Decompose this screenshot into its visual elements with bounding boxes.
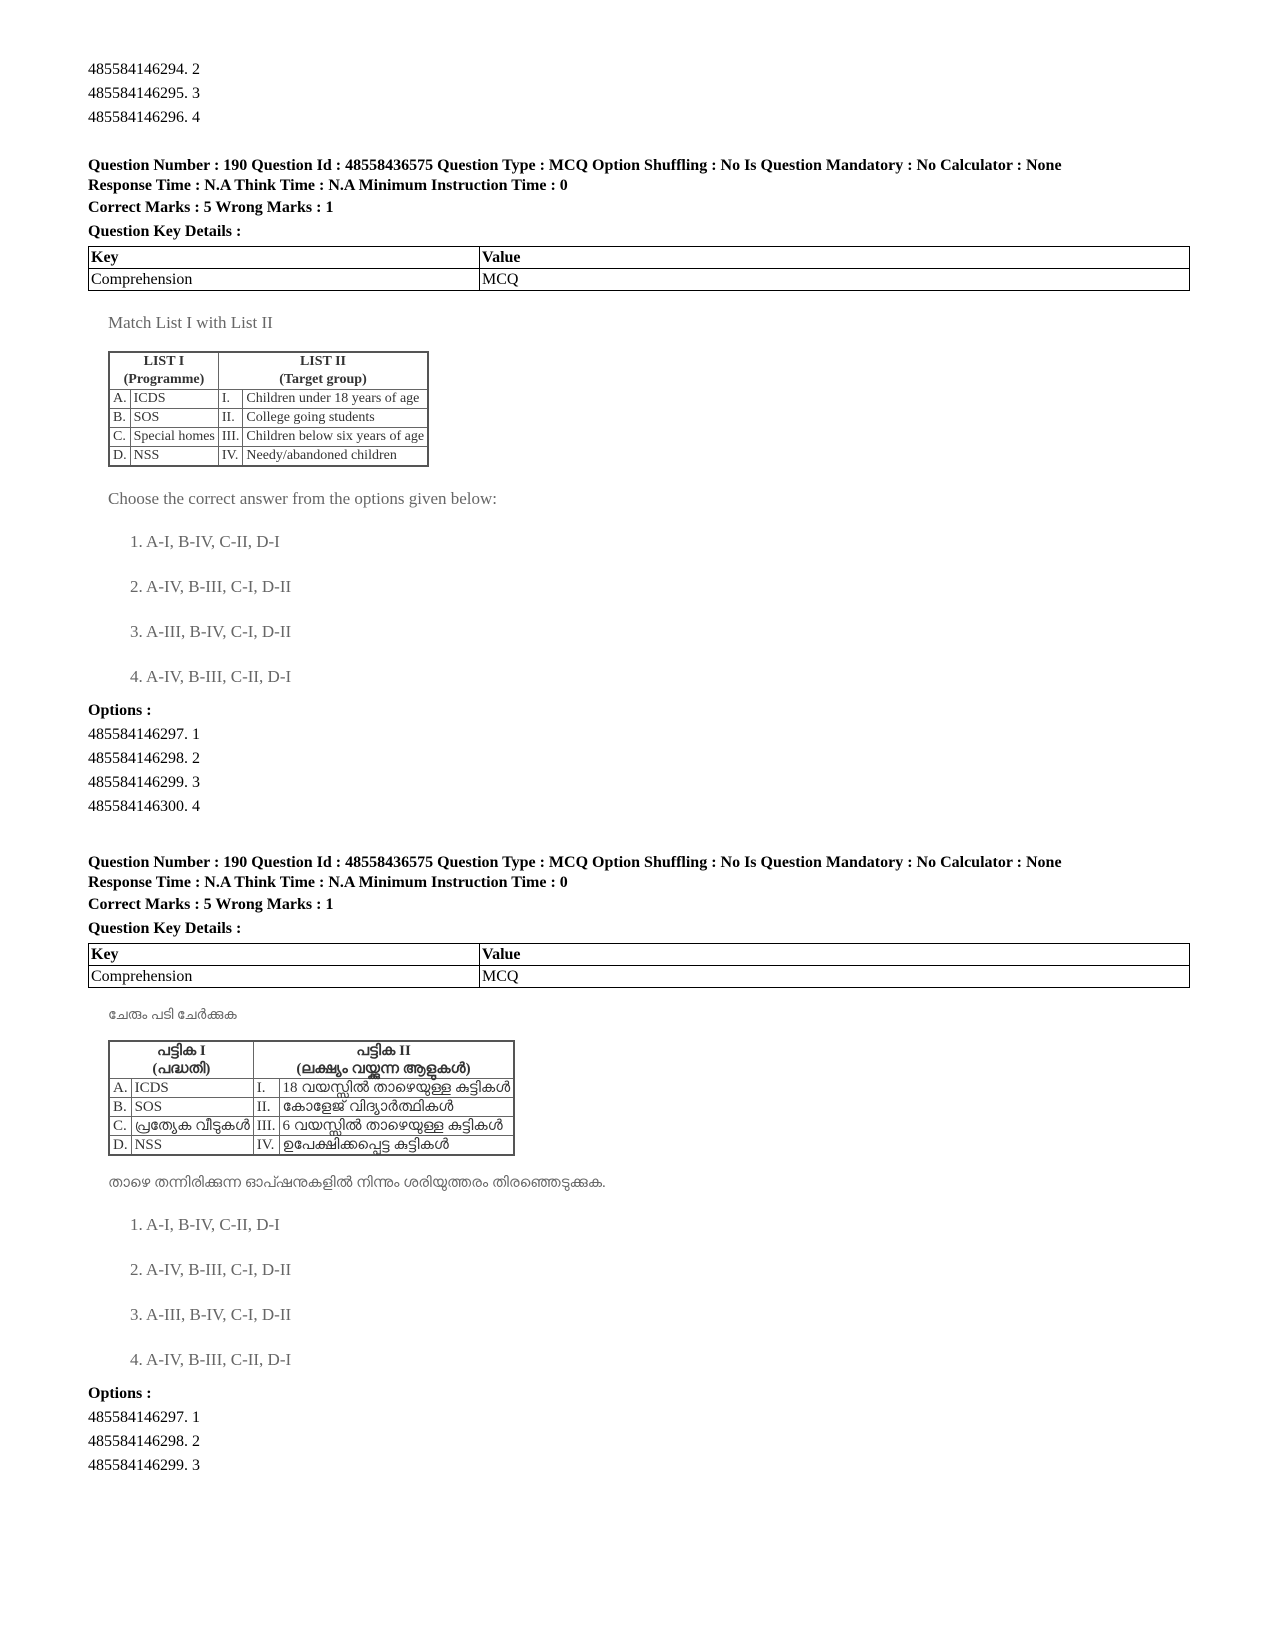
option-line: 485584146296. 4 [88, 109, 200, 126]
match-row: C. Special homes III. Children below six years of age [109, 428, 428, 447]
question-block-malayalam [88, 853, 1188, 1478]
answer-choice: 2. A-IV, B-III, C-I, D-II [130, 577, 292, 596]
question-marks: Correct Marks : 5 Wrong Marks : 1 [88, 199, 334, 216]
option-line: 485584146299. 3 [88, 774, 200, 791]
key-header: Key [89, 247, 480, 269]
key-value-table [88, 943, 1190, 988]
question-marks: Correct Marks : 5 Wrong Marks : 1 [88, 896, 334, 913]
options-label: Options : [88, 1385, 152, 1402]
prev-options-list [88, 58, 1188, 130]
key-cell: Comprehension [89, 966, 480, 988]
option-line: 485584146300. 4 [88, 798, 200, 815]
key-header: Key [89, 944, 480, 966]
list2-header: LIST II (Target group) [218, 352, 428, 390]
answer-choice: 3. A-III, B-IV, C-I, D-II [130, 1305, 292, 1324]
question-meta: Question Number : 190 Question Id : 48558436575 Question Type : MCQ Option Shuffling : No Is Question Mandatory : No Calculator : None [88, 157, 1062, 174]
answer-choice: 2. A-IV, B-III, C-I, D-II [130, 1260, 292, 1279]
answer-choice: 3. A-III, B-IV, C-I, D-II [130, 622, 292, 641]
value-header: Value [480, 944, 1190, 966]
key-cell: Comprehension [89, 269, 480, 291]
value-header: Value [480, 247, 1190, 269]
option-line: 485584146294. 2 [88, 61, 200, 78]
page [88, 58, 1188, 819]
option-line: 485584146299. 3 [88, 1457, 200, 1474]
key-value-table [88, 246, 1190, 291]
question-image [108, 313, 1188, 687]
value-cell: MCQ [480, 269, 1190, 291]
question-image [108, 1008, 1188, 1370]
option-line: 485584146295. 3 [88, 85, 200, 102]
answer-choice: 4. A-IV, B-III, C-II, D-I [130, 1350, 292, 1369]
match-row: C. പ്രത്യേക വീടുകൾ III. 6 വയസ്സിൽ താഴെയുള്ള കുട്ടികൾ [109, 1117, 514, 1136]
question-meta: Question Number : 190 Question Id : 48558436575 Question Type : MCQ Option Shuffling : No Is Question Mandatory : No Calculator : None [88, 854, 1062, 871]
answer-choice: 1. A-I, B-IV, C-II, D-I [130, 532, 280, 551]
option-line: 485584146297. 1 [88, 1409, 200, 1426]
list2-header: പട്ടിക II (ലക്ഷ്യം വയ്ക്കുന്ന ആളുകൾ) [253, 1041, 514, 1079]
option-line: 485584146298. 2 [88, 750, 200, 767]
option-line: 485584146298. 2 [88, 1433, 200, 1450]
answer-choice: 4. A-IV, B-III, C-II, D-I [130, 667, 292, 686]
question-block-english [88, 156, 1188, 819]
match-table [108, 351, 429, 467]
list1-header: LIST I (Programme) [109, 352, 218, 390]
match-row: B. SOS II. കോളേജ് വിദ്യാർത്ഥികൾ [109, 1098, 514, 1117]
match-row: D. NSS IV. Needy/abandoned children [109, 447, 428, 467]
option-line: 485584146297. 1 [88, 726, 200, 743]
options-label: Options : [88, 702, 152, 719]
question-timing: Response Time : N.A Think Time : N.A Minimum Instruction Time : 0 [88, 177, 568, 194]
answer-choices [130, 531, 1188, 687]
match-table [108, 1040, 515, 1156]
match-row: B. SOS II. College going students [109, 409, 428, 428]
key-details-label: Question Key Details : [88, 223, 242, 240]
match-row: A. ICDS I. 18 വയസ്സിൽ താഴെയുള്ള കുട്ടികൾ [109, 1079, 514, 1098]
answer-choices [130, 1214, 1188, 1370]
choose-instruction: Choose the correct answer from the options given below: [108, 489, 498, 508]
match-row: A. ICDS I. Children under 18 years of age [109, 390, 428, 409]
list1-header: പട്ടിക I (പദ്ധതി) [109, 1041, 253, 1079]
answer-choice: 1. A-I, B-IV, C-II, D-I [130, 1215, 280, 1234]
question-intro: ചേരും പടി ചേർക്കുക [108, 1008, 237, 1023]
question-intro: Match List I with List II [108, 313, 273, 332]
question-timing: Response Time : N.A Think Time : N.A Minimum Instruction Time : 0 [88, 874, 568, 891]
choose-instruction: താഴെ തന്നിരിക്കുന്ന ഓപ്ഷനുകളിൽ നിന്നും ശരിയുത്തരം തിരഞ്ഞെടുക്കുക. [108, 1175, 606, 1191]
value-cell: MCQ [480, 966, 1190, 988]
key-details-label: Question Key Details : [88, 920, 242, 937]
match-row: D. NSS IV. ഉപേക്ഷിക്കപ്പെട്ട കുട്ടികൾ [109, 1136, 514, 1156]
